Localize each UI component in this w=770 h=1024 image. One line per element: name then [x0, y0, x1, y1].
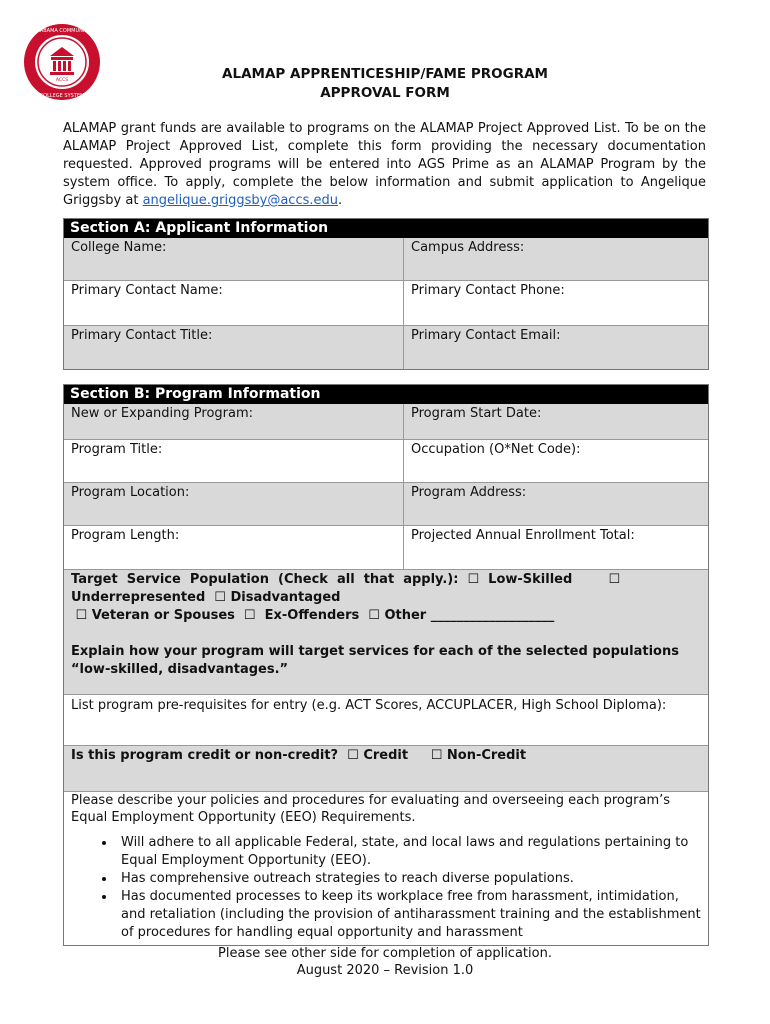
program-start-date-field[interactable]: Program Start Date:: [411, 406, 542, 421]
prerequisites-field[interactable]: List program pre-requisites for entry (e.g. ACT Scores, ACCUPLACER, High School Diploma):: [71, 698, 667, 713]
primary-contact-name-field[interactable]: Primary Contact Name:: [64, 281, 404, 325]
section-b: [63, 384, 709, 946]
campus-address-field[interactable]: Campus Address:: [411, 240, 525, 255]
primary-contact-title-field[interactable]: Primary Contact Title:: [64, 326, 404, 369]
eeo-bullet-list: [71, 834, 701, 942]
section-a-heading: Section A: Applicant Information: [64, 219, 708, 238]
occupation-field[interactable]: Occupation (O*Net Code):: [411, 442, 581, 457]
new-or-expanding-field[interactable]: New or Expanding Program:: [64, 404, 404, 439]
section-a: [63, 218, 709, 370]
list-item: • Has comprehensive outreach strategies to reach diverse populations.: [116, 870, 701, 888]
primary-contact-phone-field[interactable]: Primary Contact Phone:: [411, 283, 565, 298]
footer-revision: August 2020 – Revision 1.0: [296, 963, 474, 978]
list-item: • Will adhere to all applicable Federal, state, and local laws and regulations pertaining to Equal Employment Opportunity (EEO).: [116, 834, 701, 870]
table-row: [64, 238, 708, 280]
projected-enrollment-field[interactable]: Projected Annual Enrollment Total:: [411, 528, 635, 543]
list-item: • Has documented processes to keep its workplace free from harassment, intimidation, and retaliation (including the provision of antiharassment training and the establishment of procedures for handling equal opportunity and harassment: [116, 888, 701, 942]
form-subtitle: APPROVAL FORM: [320, 85, 450, 101]
table-row: [64, 325, 708, 369]
section-b-heading: Section B: Program Information: [64, 385, 708, 404]
intro-paragraph: ALAMAP grant funds are available to programs on the ALAMAP Project Approved List. To be on the ALAMAP Project Approved List, complete this form providing the necessary documentation requested. Approved programs will be entered into AGS Prime as an ALAMAP Program by the system office. To apply, complete the below information and submit application to Angelique Griggsby at angelique.griggsby@accs.edu.: [63, 121, 706, 208]
credit-row: [64, 745, 708, 791]
eeo-prompt: Please describe your policies and procedures for evaluating and overseeing each program’s Equal Employment Opportunity (EEO) Requirements.: [71, 793, 671, 825]
svg-text:ALABAMA COMMUNITY: ALABAMA COMMUNITY: [33, 28, 91, 34]
target-population-row: Target Service Population (Check all that apply.): ☐ Low-Skilled ☐ Underrepresented ☐ Disadvantaged ☐ Veteran or Spouses ☐ Ex-Offenders ☐ Other ___________________ Explain how your program will target services for each of the selected populations “low-skilled, disadvantages.”: [64, 569, 708, 694]
prerequisites-row: [64, 694, 708, 745]
college-name-field[interactable]: College Name:: [64, 238, 404, 280]
credit-type-options[interactable]: Is this program credit or non-credit? ☐ Credit ☐ Non-Credit: [71, 748, 527, 763]
table-row: [64, 482, 708, 525]
program-address-field[interactable]: Program Address:: [411, 485, 527, 500]
explain-target-prompt: Explain how your program will target services for each of the selected populations “low-skilled, disadvantages.”: [71, 644, 679, 677]
form-title: ALAMAP APPRENTICESHIP/FAME PROGRAM: [222, 66, 548, 82]
program-title-field[interactable]: Program Title:: [64, 440, 404, 482]
program-length-field[interactable]: Program Length:: [64, 526, 404, 569]
program-location-field[interactable]: Program Location:: [64, 483, 404, 525]
table-row: [64, 404, 708, 439]
target-population-options[interactable]: Target Service Population (Check all that apply.): ☐ Low-Skilled ☐: [71, 572, 621, 587]
footer-note: Please see other side for completion of application.: [218, 946, 552, 961]
svg-text:COLLEGE SYSTEM: COLLEGE SYSTEM: [39, 93, 85, 99]
primary-contact-email-field[interactable]: Primary Contact Email:: [411, 328, 561, 343]
svg-text:ACCS: ACCS: [55, 78, 69, 83]
eeo-row: [64, 791, 708, 945]
table-row: [64, 439, 708, 482]
contact-email-link[interactable]: angelique.griggsby@accs.edu: [142, 193, 338, 208]
table-row: [64, 525, 708, 569]
table-row: [64, 280, 708, 325]
